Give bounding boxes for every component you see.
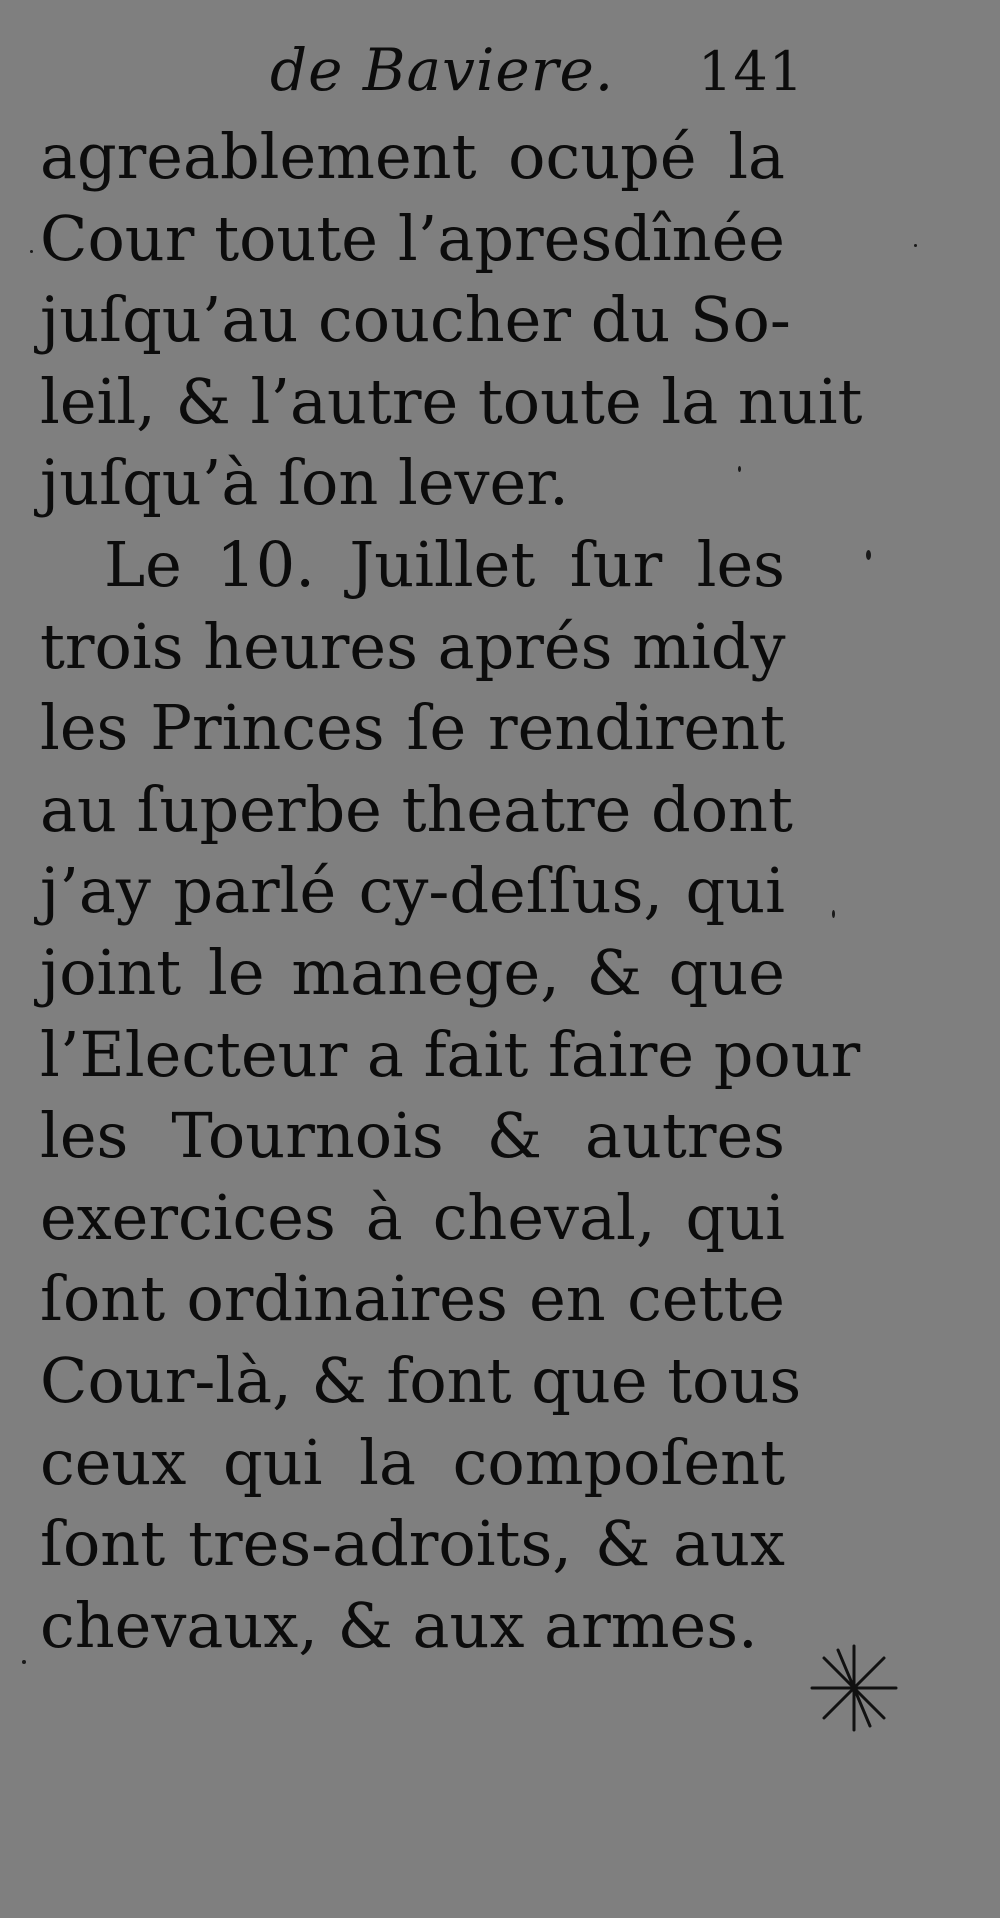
text-line: trois heures aprés midy [40, 609, 786, 683]
text-line: chevaux, & aux armes. [40, 1588, 758, 1662]
ink-speck [30, 250, 33, 253]
text-line: leil, & l’autre toute la nuit [40, 364, 863, 438]
running-title: de Baviere. [270, 36, 615, 104]
text-line: agreablement ocupé la [40, 120, 785, 193]
text-line: Cour-là, & font que tous [40, 1343, 802, 1417]
text-line: l’Electeur a fait faire pour [40, 1017, 861, 1091]
ink-speck [914, 244, 917, 247]
text-line: Le 10. Juillet ſur les [104, 527, 785, 601]
ink-speck [832, 910, 835, 918]
body-text [40, 116, 863, 1666]
text-line: j’ay parlé cy-deſſus, qui [40, 854, 785, 928]
text-line: les Princes ſe rendirent [40, 691, 785, 765]
text-line: au ſuperbe theatre dont [40, 772, 793, 846]
text-line: ſont ordinaires en cette [40, 1262, 785, 1336]
ink-speck [22, 1660, 26, 1664]
text-line: ceux qui la compoſent [40, 1425, 785, 1499]
text-line: juſqu’au coucher du So- [40, 283, 791, 357]
text-line: les Tournois & autres [40, 1099, 785, 1173]
text-line: juſqu’à ſon lever. [40, 446, 569, 520]
ink-speck [866, 550, 871, 560]
text-line: Cour toute l’apresdînée [40, 201, 785, 275]
text-line: exercices à cheval, qui [40, 1180, 785, 1254]
page-header [270, 36, 805, 106]
page-number: 141 [698, 40, 805, 103]
text-line: joint le manege, & que [40, 935, 785, 1009]
star-ornament-icon [806, 1640, 902, 1736]
text-line: ſont tres-adroits, & aux [40, 1507, 785, 1581]
ink-speck [738, 466, 741, 472]
